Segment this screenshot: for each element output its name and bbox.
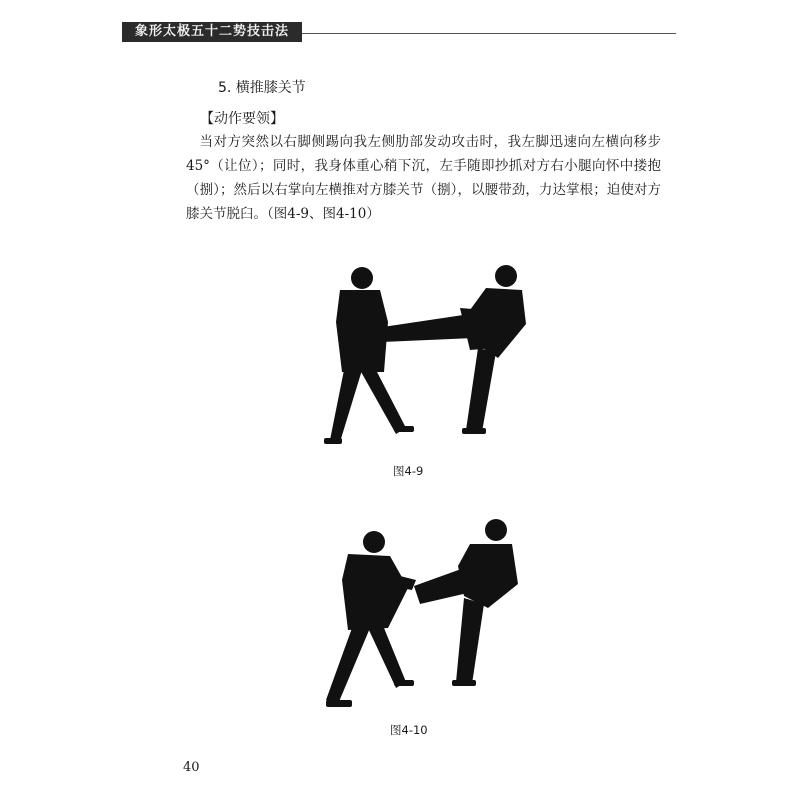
figure-caption: 图4-10	[390, 723, 428, 737]
subheading: 【动作要领】	[200, 111, 284, 127]
header-rule	[302, 33, 676, 34]
figure-4-9-photo	[310, 262, 542, 454]
section-title: 5. 横推膝关节	[218, 80, 306, 96]
running-header: 象形太极五十二势技击法	[122, 22, 302, 42]
figure-4-10-photo	[312, 518, 532, 714]
body-paragraph: 当对方突然以右脚侧踢向我左侧肋部发动攻击时，我左脚迅速向左横向移步45°（让位）；同时，我身体重心稍下沉，左手随即抄抓对方右小腿向怀中搂抱（捌）；然后以右掌向左横推对方膝关节（捌），以腰带劲，力达掌根；迫使对方膝关节脱臼。（图4-9、图4-10）	[186, 134, 661, 222]
figure-caption: 图4-9	[393, 464, 424, 478]
body-paragraph-block	[186, 130, 661, 226]
page-number: 40	[183, 760, 200, 775]
